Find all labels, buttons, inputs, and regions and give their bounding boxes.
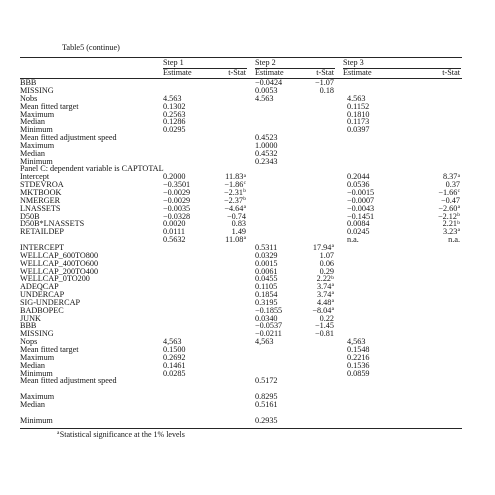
step-2-estimate-value: 0.8295 bbox=[255, 392, 278, 402]
value-text: −2.12 bbox=[438, 211, 457, 221]
table-row bbox=[0, 377, 495, 385]
value-text: 4.48 bbox=[316, 297, 332, 307]
significance-marker: a bbox=[243, 203, 246, 210]
step-1-t-stat-value bbox=[225, 236, 246, 244]
step-1-estimate-value: 0.1302 bbox=[163, 101, 186, 111]
row-label: MISSING bbox=[20, 329, 54, 339]
value-text: −8.04 bbox=[312, 305, 332, 315]
step-2-estimate-value: 0.1105 bbox=[255, 282, 278, 292]
row-label: D50B*LNASSETS bbox=[20, 219, 85, 229]
step-3-estimate-header: Estimate bbox=[343, 68, 372, 77]
row-label: Maximum bbox=[20, 109, 55, 119]
step-2-estimate-value: 4,563 bbox=[255, 337, 274, 347]
step-1-estimate-value: 0.5632 bbox=[163, 235, 186, 245]
step-3-t-stat-value: 0.37 bbox=[445, 180, 460, 190]
table-row bbox=[0, 362, 495, 370]
step-2-t-stat-value: −1.07 bbox=[315, 78, 334, 88]
step-2-estimate-value: −0.1855 bbox=[255, 305, 283, 315]
step-1-estimate-value: 4.563 bbox=[163, 93, 182, 103]
significance-marker: a bbox=[331, 290, 334, 297]
step-2-estimate-value: 0.4523 bbox=[255, 133, 278, 143]
step-2-estimate-value: 0.5161 bbox=[255, 399, 278, 409]
significance-marker: a bbox=[243, 235, 246, 242]
step-2-estimate-value: 0.0340 bbox=[255, 313, 278, 323]
step-2-t-stat-value: −1.45 bbox=[315, 321, 334, 331]
significance-marker: a bbox=[457, 227, 460, 234]
row-label: Median bbox=[20, 148, 46, 158]
significance-marker: b bbox=[243, 188, 246, 195]
step-2-estimate-value: 0.0061 bbox=[255, 266, 278, 276]
row-label: Minimum bbox=[20, 415, 53, 425]
significance-marker: a bbox=[331, 243, 334, 250]
step-1-estimate-value: 0.2692 bbox=[163, 352, 186, 362]
step-1-estimate-value: 0.0295 bbox=[163, 125, 186, 135]
row-label: Median bbox=[20, 360, 46, 370]
row-label: WELLCAP_200TO400 bbox=[20, 266, 99, 276]
significance-marker: a bbox=[243, 172, 246, 179]
value-text: −1.66 bbox=[438, 188, 458, 197]
step-3-estimate-value: 0.1548 bbox=[347, 345, 370, 354]
step-1-estimate-value: −0.3501 bbox=[163, 180, 191, 190]
value-text: 3.74 bbox=[316, 282, 332, 292]
table-row bbox=[0, 173, 495, 181]
significance-marker: a bbox=[457, 203, 460, 210]
step-3-estimate-value: −0.0015 bbox=[347, 188, 375, 197]
step-1-estimate-header: Estimate bbox=[163, 68, 192, 77]
significance-marker: b bbox=[331, 274, 334, 281]
row-label: D50B bbox=[20, 211, 40, 221]
step-2-estimate-value: 0.0329 bbox=[255, 250, 278, 260]
row-label: Median bbox=[20, 117, 46, 127]
step-3-estimate-value: −0.0043 bbox=[347, 203, 375, 213]
table-row bbox=[0, 134, 495, 142]
table-row bbox=[0, 189, 495, 197]
table-row bbox=[0, 307, 495, 315]
row-label: NMERGER bbox=[20, 195, 61, 205]
step-1-estimate-value: 4,563 bbox=[163, 337, 182, 347]
bottom-rule bbox=[20, 428, 462, 429]
step-1-estimate-value: 0.0020 bbox=[163, 219, 186, 229]
step-3-estimate-value: 0.1173 bbox=[347, 117, 370, 127]
row-label: MISSING bbox=[20, 85, 54, 95]
table-row bbox=[0, 393, 495, 401]
step-2-t-stat-value: 0.06 bbox=[319, 258, 334, 268]
step-2-estimate-value: −0.0211 bbox=[255, 329, 282, 339]
significance-marker: b bbox=[457, 211, 460, 218]
step-1-estimate-value: 0.2563 bbox=[163, 109, 186, 119]
step-3-estimate-value: 0.1810 bbox=[347, 109, 370, 119]
row-label: Nobs bbox=[20, 93, 38, 103]
footnote-text: Statistical significance at the 1% levels bbox=[59, 430, 185, 439]
table-row bbox=[0, 220, 495, 228]
step-3-estimate-value: 0.2216 bbox=[347, 352, 370, 362]
table-row bbox=[0, 228, 495, 236]
table-row bbox=[0, 417, 495, 425]
value-text: −2.31 bbox=[224, 188, 243, 197]
step-3-estimate-value: 4.563 bbox=[347, 93, 366, 103]
step-3-estimate-value: −0.0007 bbox=[347, 195, 375, 205]
table-row bbox=[0, 275, 495, 283]
step-3-estimate-value: 0.0084 bbox=[347, 219, 370, 229]
row-label: BBB bbox=[20, 321, 37, 331]
row-label: BADBOPEC bbox=[20, 305, 64, 315]
step-2-estimate-value: 0.5172 bbox=[255, 376, 278, 386]
row-label: Panel C: dependent variable is CAPTOTAL bbox=[20, 164, 164, 174]
step-1-estimate-value: 0.2000 bbox=[163, 172, 186, 182]
step-2-estimate-value: 4.563 bbox=[255, 93, 274, 103]
value-text: 2.22 bbox=[316, 274, 331, 284]
row-label: Maximum bbox=[20, 352, 55, 362]
row-label: ADEQCAP bbox=[20, 282, 59, 292]
significance-marker: a bbox=[331, 305, 334, 312]
step-1-t-stat-value: 0.83 bbox=[231, 219, 246, 229]
row-label: Nops bbox=[20, 337, 38, 347]
row-label: Mean fitted target bbox=[20, 345, 79, 354]
significance-marker: c bbox=[243, 180, 246, 187]
row-label: Intercept bbox=[20, 172, 50, 182]
value-text: 8.37 bbox=[442, 172, 458, 182]
step-1-estimate-value: 0.0285 bbox=[163, 368, 186, 378]
significance-marker: a bbox=[331, 282, 334, 289]
row-label: RETAILDEP bbox=[20, 227, 64, 237]
step-header-row bbox=[0, 59, 495, 67]
step-2-estimate-value: 1.0000 bbox=[255, 140, 278, 150]
step-3-t-stat-header: t-Stat bbox=[442, 68, 460, 77]
table-row bbox=[0, 315, 495, 323]
value-text: 11.08 bbox=[225, 235, 244, 245]
step-1-t-stat-value: 1.49 bbox=[231, 227, 246, 237]
step-3-estimate-value: −0.1451 bbox=[347, 211, 375, 221]
table-row bbox=[0, 181, 495, 189]
value-text: 3.23 bbox=[442, 227, 458, 237]
row-label: STDEVROA bbox=[20, 180, 64, 190]
row-label: LNASSETS bbox=[20, 203, 61, 213]
row-label: WELLCAP_400TO600 bbox=[20, 258, 99, 268]
value-text: 3.74 bbox=[316, 290, 332, 300]
table-row bbox=[0, 354, 495, 362]
table-row bbox=[0, 401, 495, 409]
row-label: Minimum bbox=[20, 368, 53, 378]
step-3-estimate-value: 0.1536 bbox=[347, 360, 370, 370]
step-3-header: Step 3 bbox=[343, 57, 364, 67]
table-footnote bbox=[57, 430, 185, 439]
row-label: Mean fitted adjustment speed bbox=[20, 376, 117, 386]
step-1-estimate-value: −0.0029 bbox=[163, 188, 191, 197]
table-row bbox=[0, 111, 495, 119]
table-row bbox=[0, 197, 495, 205]
row-label: Minimum bbox=[20, 156, 53, 166]
step-3-estimate-value: n.a. bbox=[347, 235, 359, 245]
step-2-estimate-value: 0.0455 bbox=[255, 274, 278, 284]
footnote-marker: a bbox=[57, 430, 60, 437]
row-label: Maximum bbox=[20, 392, 55, 402]
table-row bbox=[0, 103, 495, 111]
row-label: BBB bbox=[20, 78, 37, 88]
value-text: 2.21 bbox=[442, 219, 457, 229]
value-text: 11.83 bbox=[225, 172, 244, 182]
step-3-estimate-value: 0.0859 bbox=[347, 368, 370, 378]
step-3-estimate-value: 4,563 bbox=[347, 337, 366, 347]
value-text: −2.60 bbox=[438, 203, 458, 213]
step-2-estimate-value: 0.2935 bbox=[255, 415, 278, 425]
step-3-estimate-value: 0.0536 bbox=[347, 180, 370, 190]
table-row bbox=[0, 165, 495, 173]
step-2-t-stat-header: t-Stat bbox=[316, 68, 334, 77]
step-2-header: Step 2 bbox=[255, 57, 276, 67]
step-3-t-stat-value: n.a. bbox=[448, 235, 460, 245]
step-1-t-stat-value: −0.74 bbox=[227, 211, 246, 221]
step-2-estimate-header: Estimate bbox=[255, 68, 284, 77]
step-2-t-stat-value: 0.22 bbox=[319, 313, 334, 323]
row-label: Mean fitted target bbox=[20, 101, 79, 111]
step-2-estimate-value: 0.5311 bbox=[255, 242, 278, 252]
significance-marker: b bbox=[243, 196, 246, 203]
row-label: JUNK bbox=[20, 313, 41, 323]
table-row bbox=[0, 330, 495, 338]
step-1-estimate-value: 0.1461 bbox=[163, 360, 186, 370]
step-1-estimate-value: 0.1500 bbox=[163, 345, 186, 354]
row-label: MKTBOOK bbox=[20, 188, 62, 197]
table-row bbox=[0, 79, 495, 87]
step-2-estimate-value: 0.0053 bbox=[255, 85, 278, 95]
step-1-estimate-value: −0.0035 bbox=[163, 203, 191, 213]
step-1-t-stat-header: t-Stat bbox=[228, 68, 246, 77]
table-row bbox=[0, 346, 495, 354]
step-3-estimate-value: 0.2044 bbox=[347, 172, 370, 182]
value-text: −1.86 bbox=[224, 180, 244, 190]
row-label: Minimum bbox=[20, 125, 53, 135]
table-caption: Table5 (continue) bbox=[62, 43, 120, 52]
step-2-estimate-value: 0.3195 bbox=[255, 297, 278, 307]
step-1-estimate-value: −0.0328 bbox=[163, 211, 191, 221]
step-3-estimate-value: 0.0245 bbox=[347, 227, 370, 237]
row-label: SIG-UNDERCAP bbox=[20, 297, 81, 307]
significance-marker: c bbox=[457, 188, 460, 195]
step-2-t-stat-value: 0.18 bbox=[319, 85, 334, 95]
step-2-t-stat-value: 0.29 bbox=[319, 266, 334, 276]
step-1-estimate-value: 0.0111 bbox=[163, 227, 185, 237]
table-row bbox=[0, 299, 495, 307]
table-row bbox=[0, 236, 495, 244]
value-text: −2.37 bbox=[224, 195, 243, 205]
step-3-estimate-value: 0.0397 bbox=[347, 125, 370, 135]
row-label: Maximum bbox=[20, 140, 55, 150]
step-2-estimate-value: 0.0015 bbox=[255, 258, 278, 268]
row-label: Mean fitted adjustment speed bbox=[20, 133, 117, 143]
significance-marker: a bbox=[457, 172, 460, 179]
significance-marker: a bbox=[331, 298, 334, 305]
step-1-header: Step 1 bbox=[163, 57, 184, 67]
step-2-estimate-value: 0.2343 bbox=[255, 156, 278, 166]
significance-marker: b bbox=[457, 219, 460, 226]
step-2-estimate-value: −0.0424 bbox=[255, 78, 283, 88]
step-2-t-stat-value: −0.81 bbox=[315, 329, 334, 339]
table-row bbox=[0, 322, 495, 330]
step-2-estimate-value: −0.0537 bbox=[255, 321, 283, 331]
table-row bbox=[0, 87, 495, 95]
row-label: WELLCAP_600TO800 bbox=[20, 250, 99, 260]
row-label: WELLCAP_0TO200 bbox=[20, 274, 90, 284]
step-1-estimate-value: 0.1286 bbox=[163, 117, 186, 127]
column-header-row bbox=[0, 69, 495, 77]
value-text: 17.94 bbox=[312, 242, 332, 252]
table-row bbox=[0, 118, 495, 126]
row-label: Median bbox=[20, 399, 46, 409]
top-rule bbox=[20, 57, 462, 58]
step-2-estimate-value: 0.1854 bbox=[255, 290, 278, 300]
step-2-t-stat-value: 1.07 bbox=[319, 250, 334, 260]
step-2-estimate-value: 0.4532 bbox=[255, 148, 278, 158]
row-label: UNDERCAP bbox=[20, 290, 65, 300]
value-text: −4.64 bbox=[224, 203, 244, 213]
table-row bbox=[0, 283, 495, 291]
table-row bbox=[0, 142, 495, 150]
step-3-t-stat-value: −0.47 bbox=[441, 195, 460, 205]
step-3-estimate-value: 0.1152 bbox=[347, 101, 370, 111]
table-row bbox=[0, 150, 495, 158]
row-label: INTERCEPT bbox=[20, 242, 65, 252]
step-1-estimate-value: −0.0029 bbox=[163, 195, 191, 205]
table-row bbox=[0, 205, 495, 213]
